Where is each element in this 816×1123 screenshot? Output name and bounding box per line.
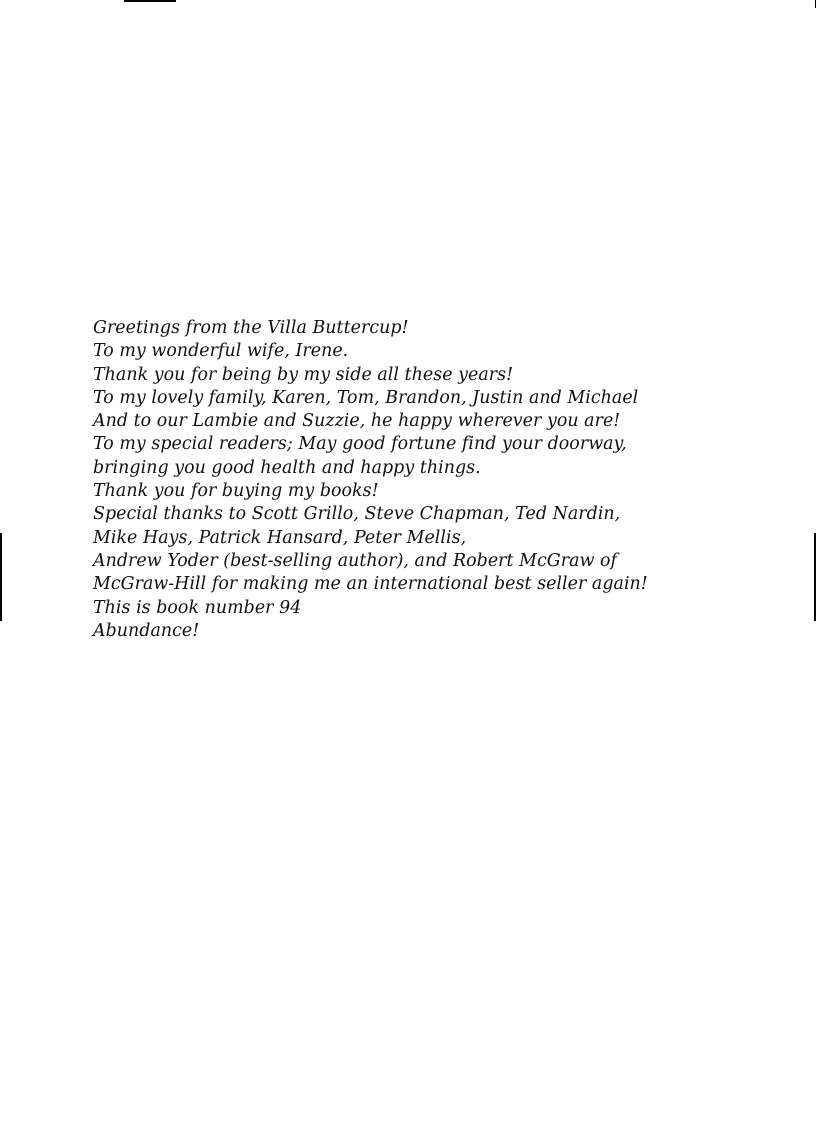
dedication-line: bringing you good health and happy things. — [93, 457, 481, 478]
dedication-line: Andrew Yoder (best-selling author), and Robert McGraw of — [93, 550, 618, 571]
dedication-line: Mike Hays, Patrick Hansard, Peter Mellis, — [93, 527, 467, 548]
dedication-line: Abundance! — [93, 620, 200, 641]
left-margin-mark — [0, 533, 2, 621]
dedication-line: Greetings from the Villa Buttercup! — [93, 318, 409, 338]
dedication-line: McGraw-Hill for making me an international best seller again! — [93, 574, 648, 595]
dedication-line: To my special readers; May good fortune find your doorway, — [93, 434, 627, 455]
dedication-line: To my lovely family, Karen, Tom, Brandon, Justin and Michael — [93, 387, 639, 408]
dedication-line: Thank you for being by my side all these years! — [93, 364, 514, 385]
dedication-line: Special thanks to Scott Grillo, Steve Chapman, Ted Nardin, — [93, 504, 621, 525]
dedication-line: This is book number 94 — [93, 597, 302, 618]
dedication-line: To my wonderful wife, Irene. — [93, 341, 349, 362]
dedication-line: And to our Lambie and Suzzie, he happy wherever you are! — [93, 411, 621, 432]
dedication-line: Thank you for buying my books! — [93, 481, 379, 502]
top-rule — [124, 0, 176, 2]
dedication-text — [93, 317, 783, 643]
